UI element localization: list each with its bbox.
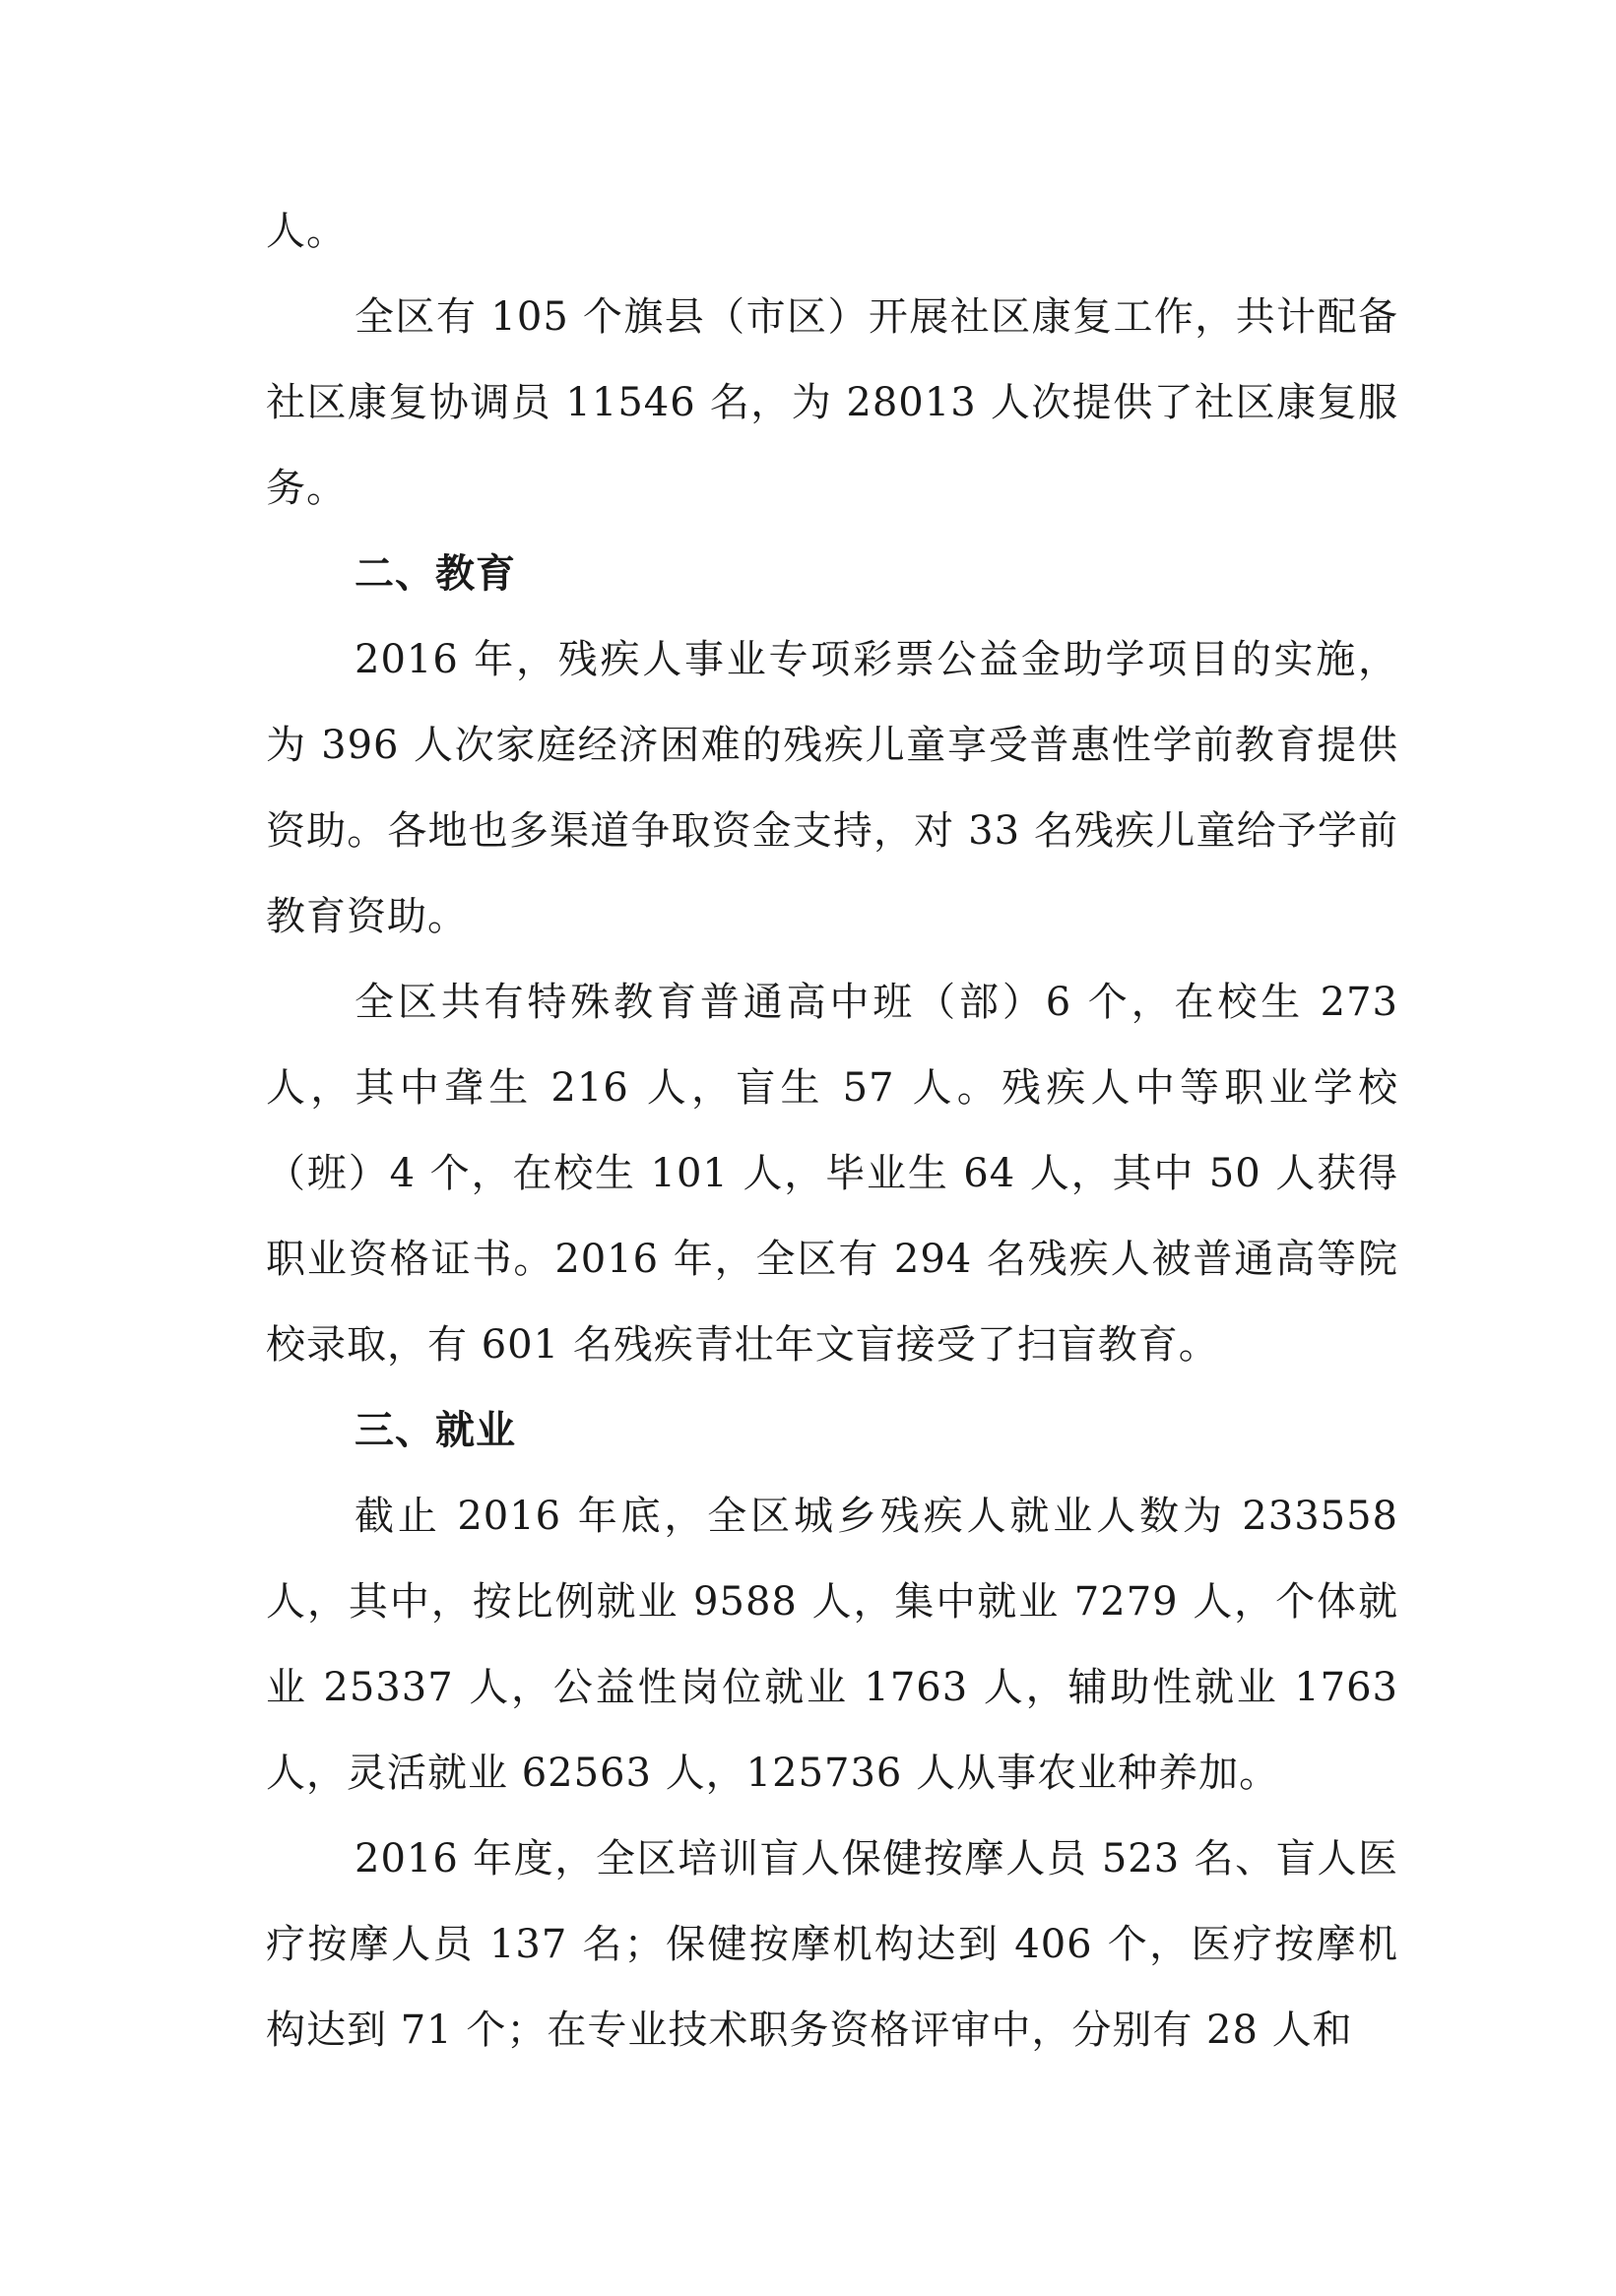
paragraph-special-education: 全区共有特殊教育普通高中班（部）6 个，在校生 273 人，其中聋生 216 人，盲生 57 人。残疾人中等职业学校（班）4 个，在校生 101 人，毕业生 64 人，其中 50 人获得职业资格证书。2016 年，全区有 294 名残疾人被普通高等院校录取，有 601 名残疾青壮年文盲接受了扫盲教育。 <box>266 980 1398 1368</box>
paragraph-continuation: 人。 <box>266 209 347 254</box>
paragraph-preschool-aid: 2016 年，残疾人事业专项彩票公益金助学项目的实施，为 396 人次家庭经济困难的残疾儿童享受普惠性学前教育提供资助。各地也多渠道争取资金支持，对 33 名残疾儿童给予学前教育资助。 <box>266 637 1398 939</box>
paragraph-employment-stats: 截止 2016 年底，全区城乡残疾人就业人数为 233558 人，其中，按比例就业 9588 人，集中就业 7279 人，个体就业 25337 人，公益性岗位就业 1763 人，辅助性就业 1763 人，灵活就业 62563 人，125736 人从事农业种养加。 <box>266 1494 1398 1796</box>
section-heading-employment: 三、就业 <box>355 1408 516 1453</box>
section-heading-education: 二、教育 <box>355 551 516 597</box>
paragraph-community-rehab: 全区有 105 个旗县（市区）开展社区康复工作，共计配备社区康复协调员 11546 名，为 28013 人次提供了社区康复服务。 <box>266 294 1398 511</box>
document-body <box>266 189 1398 2073</box>
paragraph-massage-training: 2016 年度，全区培训盲人保健按摩人员 523 名、盲人医疗按摩人员 137 名；保健按摩机构达到 406 个，医疗按摩机构达到 71 个；在专业技术职务资格评审中，分别有 28 人和 <box>266 1836 1398 2053</box>
